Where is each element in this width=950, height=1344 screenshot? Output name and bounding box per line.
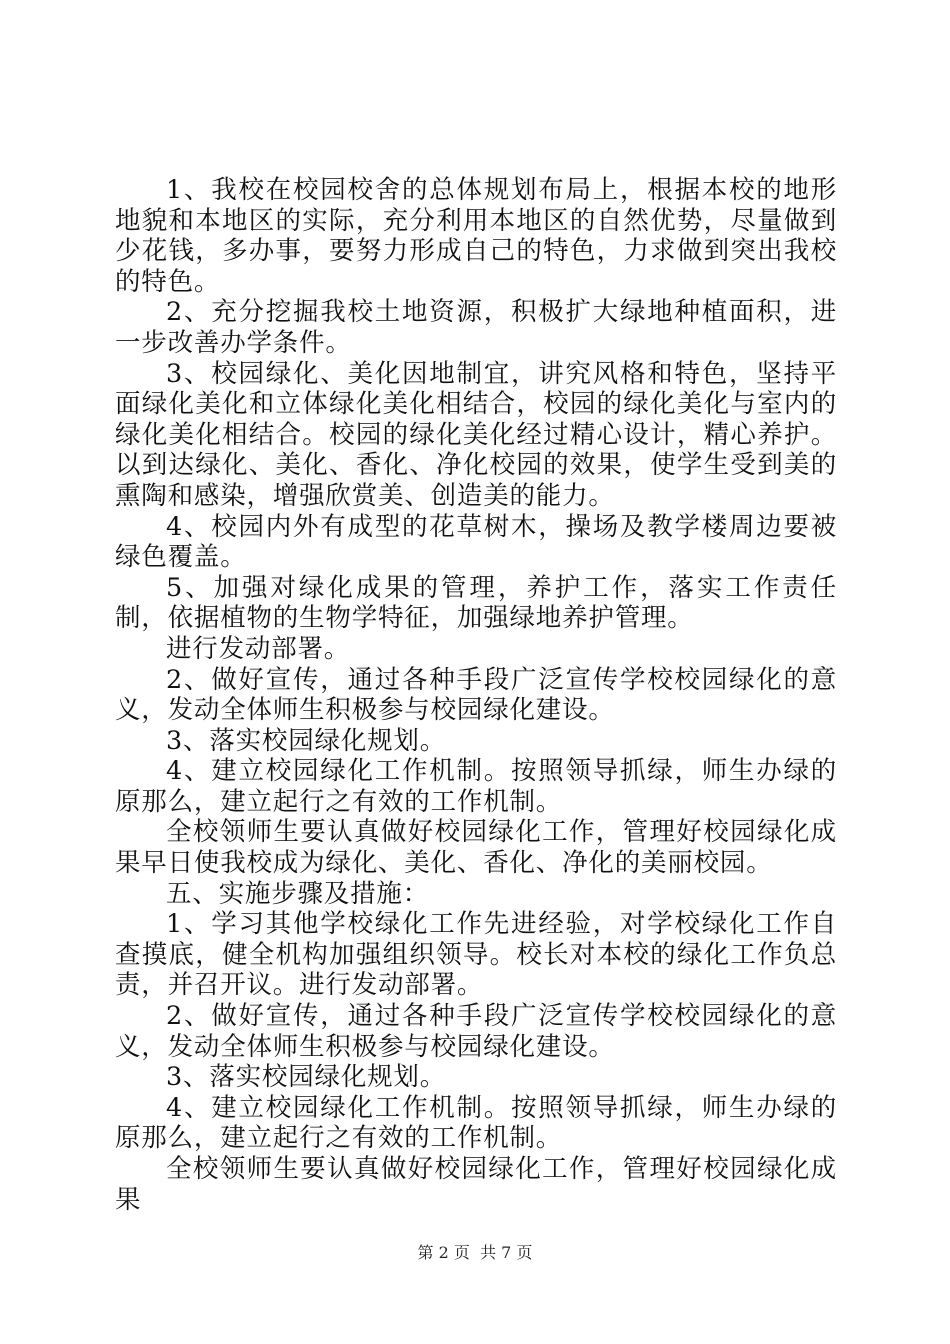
paragraph: 3、校园绿化、美化因地制宜，讲究风格和特色，坚持平面绿化美化和立体绿化美化相结合，校园的绿化美化与室内的绿化美化相结合。校园的绿化美化经过精心设计，精心养护。以到达绿化、美化、香化、净化校园的效果，使学生受到美的熏陶和感染，增强欣赏美、创造美的能力。 xyxy=(115,358,837,511)
paragraph: 2、做好宣传，通过各种手段广泛宣传学校校园绿化的意义，发动全体师生积极参与校园绿化建设。 xyxy=(115,1001,837,1062)
paragraph: 全校领师生要认真做好校园绿化工作，管理好校园绿化成果 xyxy=(115,1154,837,1215)
document-body xyxy=(115,175,837,1215)
page-number-footer: 第 2 页 共 7 页 xyxy=(417,1243,533,1262)
paragraph: 1、我校在校园校舍的总体规划布局上，根据本校的地形地貌和本地区的实际，充分利用本地区的自然优势，尽量做到少花钱，多办事，要努力形成自己的特色，力求做到突出我校的特色。 xyxy=(115,175,837,297)
paragraph: 4、建立校园绿化工作机制。按照领导抓绿，师生办绿的原那么，建立起行之有效的工作机制。 xyxy=(115,1092,837,1154)
paragraph: 全校领师生要认真做好校园绿化工作，管理好校园绿化成果早日使我校成为绿化、美化、香化、净化的美丽校园。 xyxy=(115,817,837,879)
paragraph: 1、学习其他学校绿化工作先进经验，对学校绿化工作自查摸底，健全机构加强组织领导。校长对本校的绿化工作负总责，并召开议。进行发动部署。 xyxy=(115,909,837,1001)
paragraph: 5、加强对绿化成果的管理，养护工作，落实工作责任制，依据植物的生物学特征，加强绿地养护管理。 xyxy=(115,572,837,634)
section-heading: 五、实施步骤及措施： xyxy=(166,878,430,909)
paragraph: 2、做好宣传，通过各种手段广泛宣传学校校园绿化的意义，发动全体师生积极参与校园绿化建设。 xyxy=(115,664,837,726)
paragraph: 进行发动部署。 xyxy=(166,633,351,664)
paragraph: 2、充分挖掘我校土地资源，积极扩大绿地种植面积，进一步改善办学条件。 xyxy=(115,297,837,358)
paragraph: 3、落实校园绿化规划。 xyxy=(166,1062,447,1093)
paragraph: 4、校园内外有成型的花草树木，操场及教学楼周边要被绿色覆盖。 xyxy=(115,511,837,573)
paragraph: 3、落实校园绿化规划。 xyxy=(166,725,447,756)
paragraph: 4、建立校园绿化工作机制。按照领导抓绿，师生办绿的原那么，建立起行之有效的工作机制。 xyxy=(115,756,837,817)
